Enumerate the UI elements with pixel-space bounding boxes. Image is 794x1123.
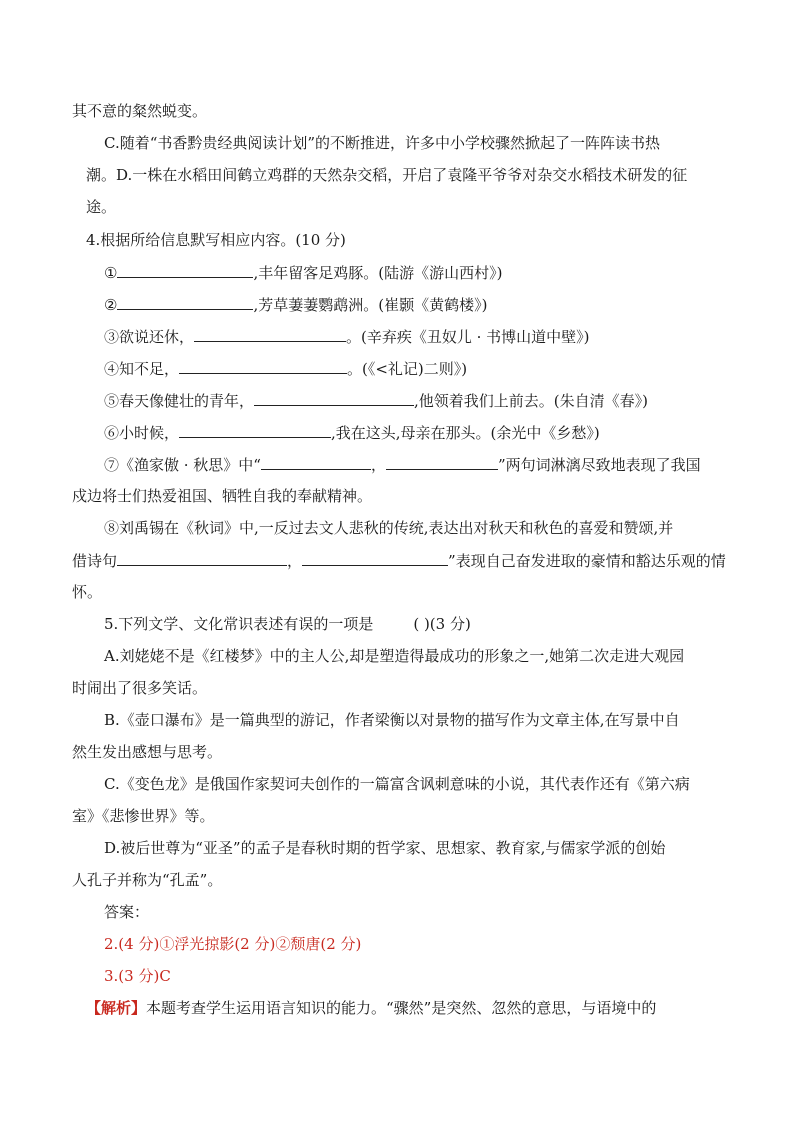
item-text: ”两句词淋漓尽致地表现了我国 — [498, 456, 701, 474]
text-line: ⑧刘禹锡在《秋词》中,一反过去文人悲秋的传统,表达出对秋天和秋色的喜爱和赞颂,并 — [104, 519, 674, 537]
option-a-line: A.刘姥姥不是《红楼梦》中的主人公,却是塑造得最成功的形象之一,她第二次走进大观园 — [104, 647, 685, 665]
item-text: ,我在这头,母亲在那头。(余光中《乡愁》) — [331, 424, 600, 442]
answer-blank[interactable] — [117, 262, 253, 278]
analysis-line — [86, 998, 656, 1018]
item-text: ， — [370, 456, 386, 474]
text-line: 途。 — [86, 198, 117, 216]
item-text: ,他领着我们上前去。(朱自清《春》) — [414, 392, 648, 410]
fill-item-8 — [72, 550, 726, 571]
item-text: 借诗句 — [72, 552, 118, 570]
fill-item-2 — [104, 294, 487, 315]
option-c-line: C.《变色龙》是俄国作家契诃夫创作的一篇富含讽刺意味的小说，其代表作还有《第六病 — [104, 775, 690, 793]
option-d-line: 人孔子并称为“孔孟”。 — [72, 871, 223, 889]
fill-item-4 — [104, 358, 467, 379]
analysis-tag: 【解析】 — [86, 999, 147, 1017]
option-d-line: D.被后世尊为“亚圣”的孟子是春秋时期的哲学家、思想家、教育家,与儒家学派的创始 — [104, 839, 666, 857]
answer-blank[interactable] — [386, 454, 498, 470]
item-text: 。(《<礼记)二则》) — [347, 360, 468, 378]
text-line: 潮。D.一株在水稻田间鹤立鸡群的天然杂交稻，开启了袁隆平爷爷对杂交水稻技术研发的征 — [86, 166, 688, 184]
item-number: ① — [104, 264, 118, 282]
item-number: ② — [104, 296, 118, 314]
option-a-line: 时闹出了很多笑话。 — [72, 679, 208, 697]
answer-bracket: ( )(3 分) — [413, 615, 471, 633]
text-line: 戍边将士们热爱祖国、牺牲自我的奉献精神。 — [72, 487, 373, 505]
answer-2: 2.(4 分)①浮光掠影(2 分)②颓唐(2 分) — [104, 935, 362, 953]
answer-blank[interactable] — [179, 422, 331, 438]
item-text: ,丰年留客足鸡豚。(陆游《游山西村》) — [253, 264, 503, 282]
answer-blank[interactable] — [254, 390, 414, 406]
fill-item-6 — [104, 422, 600, 443]
question-text: 5.下列文学、文化常识表述有误的一项是 — [104, 615, 374, 633]
item-text: ⑦《渔家傲 · 秋思》中“ — [104, 456, 261, 474]
item-text: ,芳草萋萋鹦鹉洲。(崔颢《黄鹤楼》) — [253, 296, 488, 314]
item-text: ”表现自己奋发进取的豪情和豁达乐观的情 — [448, 552, 726, 570]
fill-item-3 — [104, 326, 590, 347]
answer-blank[interactable] — [302, 550, 448, 566]
item-text: ④知不足， — [104, 360, 180, 378]
text-line: 其不意的粲然蜕变。 — [72, 102, 208, 120]
fill-item-5 — [104, 390, 648, 411]
option-b-line: 然生发出感想与思考。 — [72, 743, 223, 761]
answer-blank[interactable] — [117, 550, 287, 566]
item-text: ， — [287, 552, 303, 570]
fill-item-1 — [104, 262, 502, 283]
answer-blank[interactable] — [194, 326, 346, 342]
text-line: C.随着“书香黔贵经典阅读计划”的不断推进，许多中小学校骤然掀起了一阵阵读书热 — [104, 134, 661, 152]
item-text: 。(辛弃疾《丑奴儿 · 书博山道中壁》) — [346, 328, 590, 346]
item-text: ③欲说还休， — [104, 328, 195, 346]
item-text: ⑥小时候， — [104, 424, 180, 442]
answer-3: 3.(3 分)C — [104, 967, 171, 985]
answer-blank[interactable] — [117, 294, 253, 310]
analysis-text: 本题考查学生运用语言知识的能力。“骤然”是突然、忽然的意思，与语境中的 — [146, 999, 657, 1017]
fill-item-7 — [104, 454, 701, 475]
answer-blank[interactable] — [261, 454, 371, 470]
text-line: 怀。 — [72, 583, 103, 601]
question-4-title: 4.根据所给信息默写相应内容。(10 分) — [86, 231, 346, 249]
option-c-line: 室》《悲惨世界》等。 — [72, 807, 215, 825]
option-b-line: B.《壶口瀑布》是一篇典型的游记，作者梁衡以对景物的描写作为文章主体,在写景中自 — [104, 711, 680, 729]
question-5-title — [104, 614, 471, 634]
answer-blank[interactable] — [179, 358, 347, 374]
answer-label: 答案： — [104, 903, 150, 921]
item-text: ⑤春天像健壮的青年， — [104, 392, 255, 410]
